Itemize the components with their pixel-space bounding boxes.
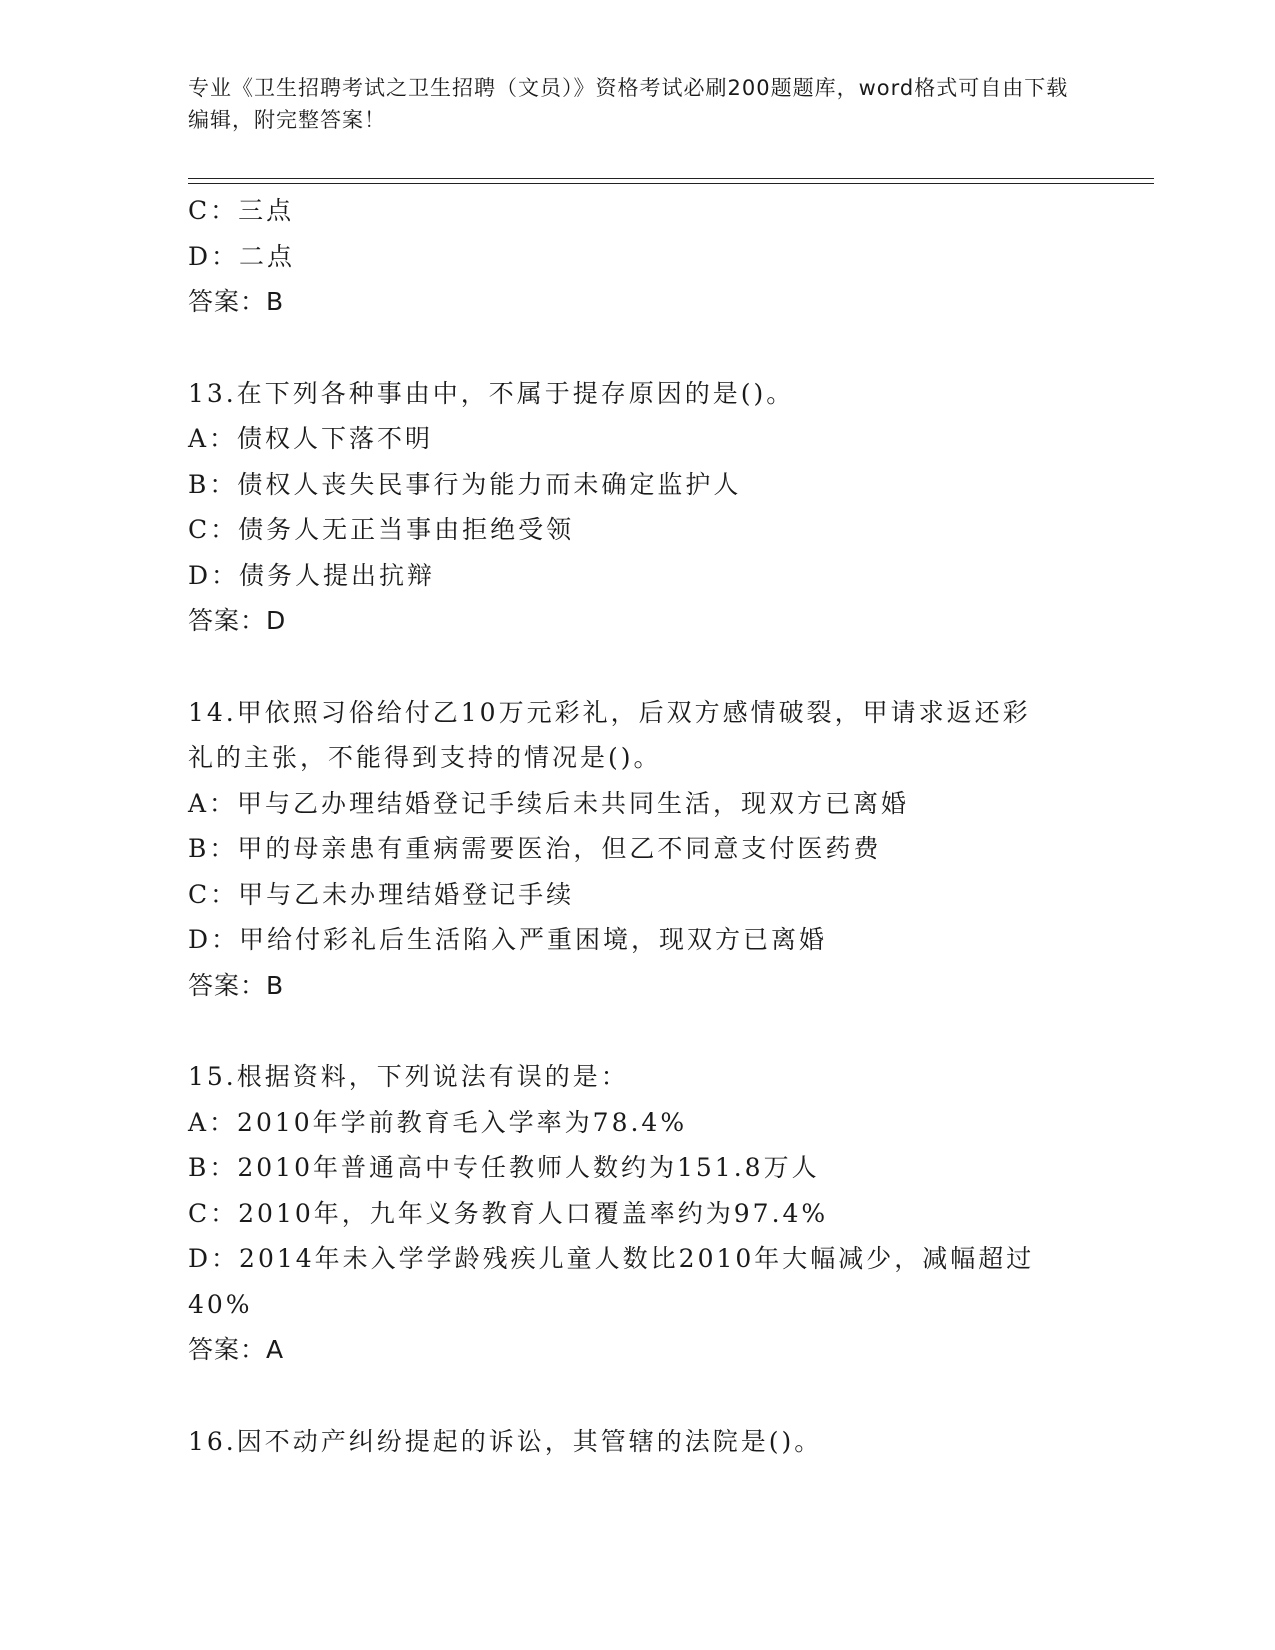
answer-line: 答案：B — [188, 287, 285, 316]
option-b: B：甲的母亲患有重病需要医治，但乙不同意支付医药费 — [188, 834, 882, 863]
option-b: B：2010年普通高中专任教师人数约为151.8万人 — [188, 1153, 820, 1182]
header-divider-top — [188, 178, 1154, 179]
header-divider-bottom — [188, 183, 1154, 184]
option-c: C：债务人无正当事由拒绝受领 — [188, 515, 575, 544]
question-stem: 14.甲依照习俗给付乙10万元彩礼，后双方感情破裂，甲请求返还彩 — [188, 697, 1031, 727]
option-a: A：2010年学前教育毛入学率为78.4% — [188, 1107, 688, 1137]
answer-line: 答案：D — [188, 606, 287, 635]
question-stem: 16.因不动产纠纷提起的诉讼，其管辖的法院是()。 — [188, 1426, 823, 1456]
option-b: B：债权人丧失民事行为能力而未确定监护人 — [188, 469, 742, 499]
question-content — [188, 188, 1068, 1464]
option-a: A：甲与乙办理结婚登记手续后未共同生活，现双方已离婚 — [188, 788, 910, 818]
option-c: C：三点 — [188, 196, 295, 225]
option-d-continued: 40% — [188, 1289, 253, 1319]
answer-line: 答案：B — [188, 970, 285, 1000]
option-d: D：甲给付彩礼后生活陷入严重困境，现双方已离婚 — [188, 925, 828, 954]
option-a: A：债权人下落不明 — [188, 424, 434, 453]
option-c: C：2010年，九年义务教育人口覆盖率约为97.4% — [188, 1198, 829, 1228]
option-d: D：二点 — [188, 241, 296, 271]
option-d: D：债务人提出抗辩 — [188, 560, 436, 590]
answer-line: 答案：A — [188, 1335, 285, 1364]
document-header: 专业《卫生招聘考试之卫生招聘（文员）》资格考试必刷200题题库，word格式可自由下载编辑，附完整答案！ — [188, 76, 1069, 132]
question-stem: 15.根据资料，下列说法有误的是： — [188, 1062, 629, 1091]
option-d: D：2014年未入学学龄残疾儿童人数比2010年大幅减少，减幅超过 — [188, 1244, 1035, 1273]
question-stem: 13.在下列各种事由中，不属于提存原因的是()。 — [188, 378, 795, 408]
question-stem-continued: 礼的主张，不能得到支持的情况是()。 — [188, 743, 662, 772]
option-c: C：甲与乙未办理结婚登记手续 — [188, 879, 575, 909]
